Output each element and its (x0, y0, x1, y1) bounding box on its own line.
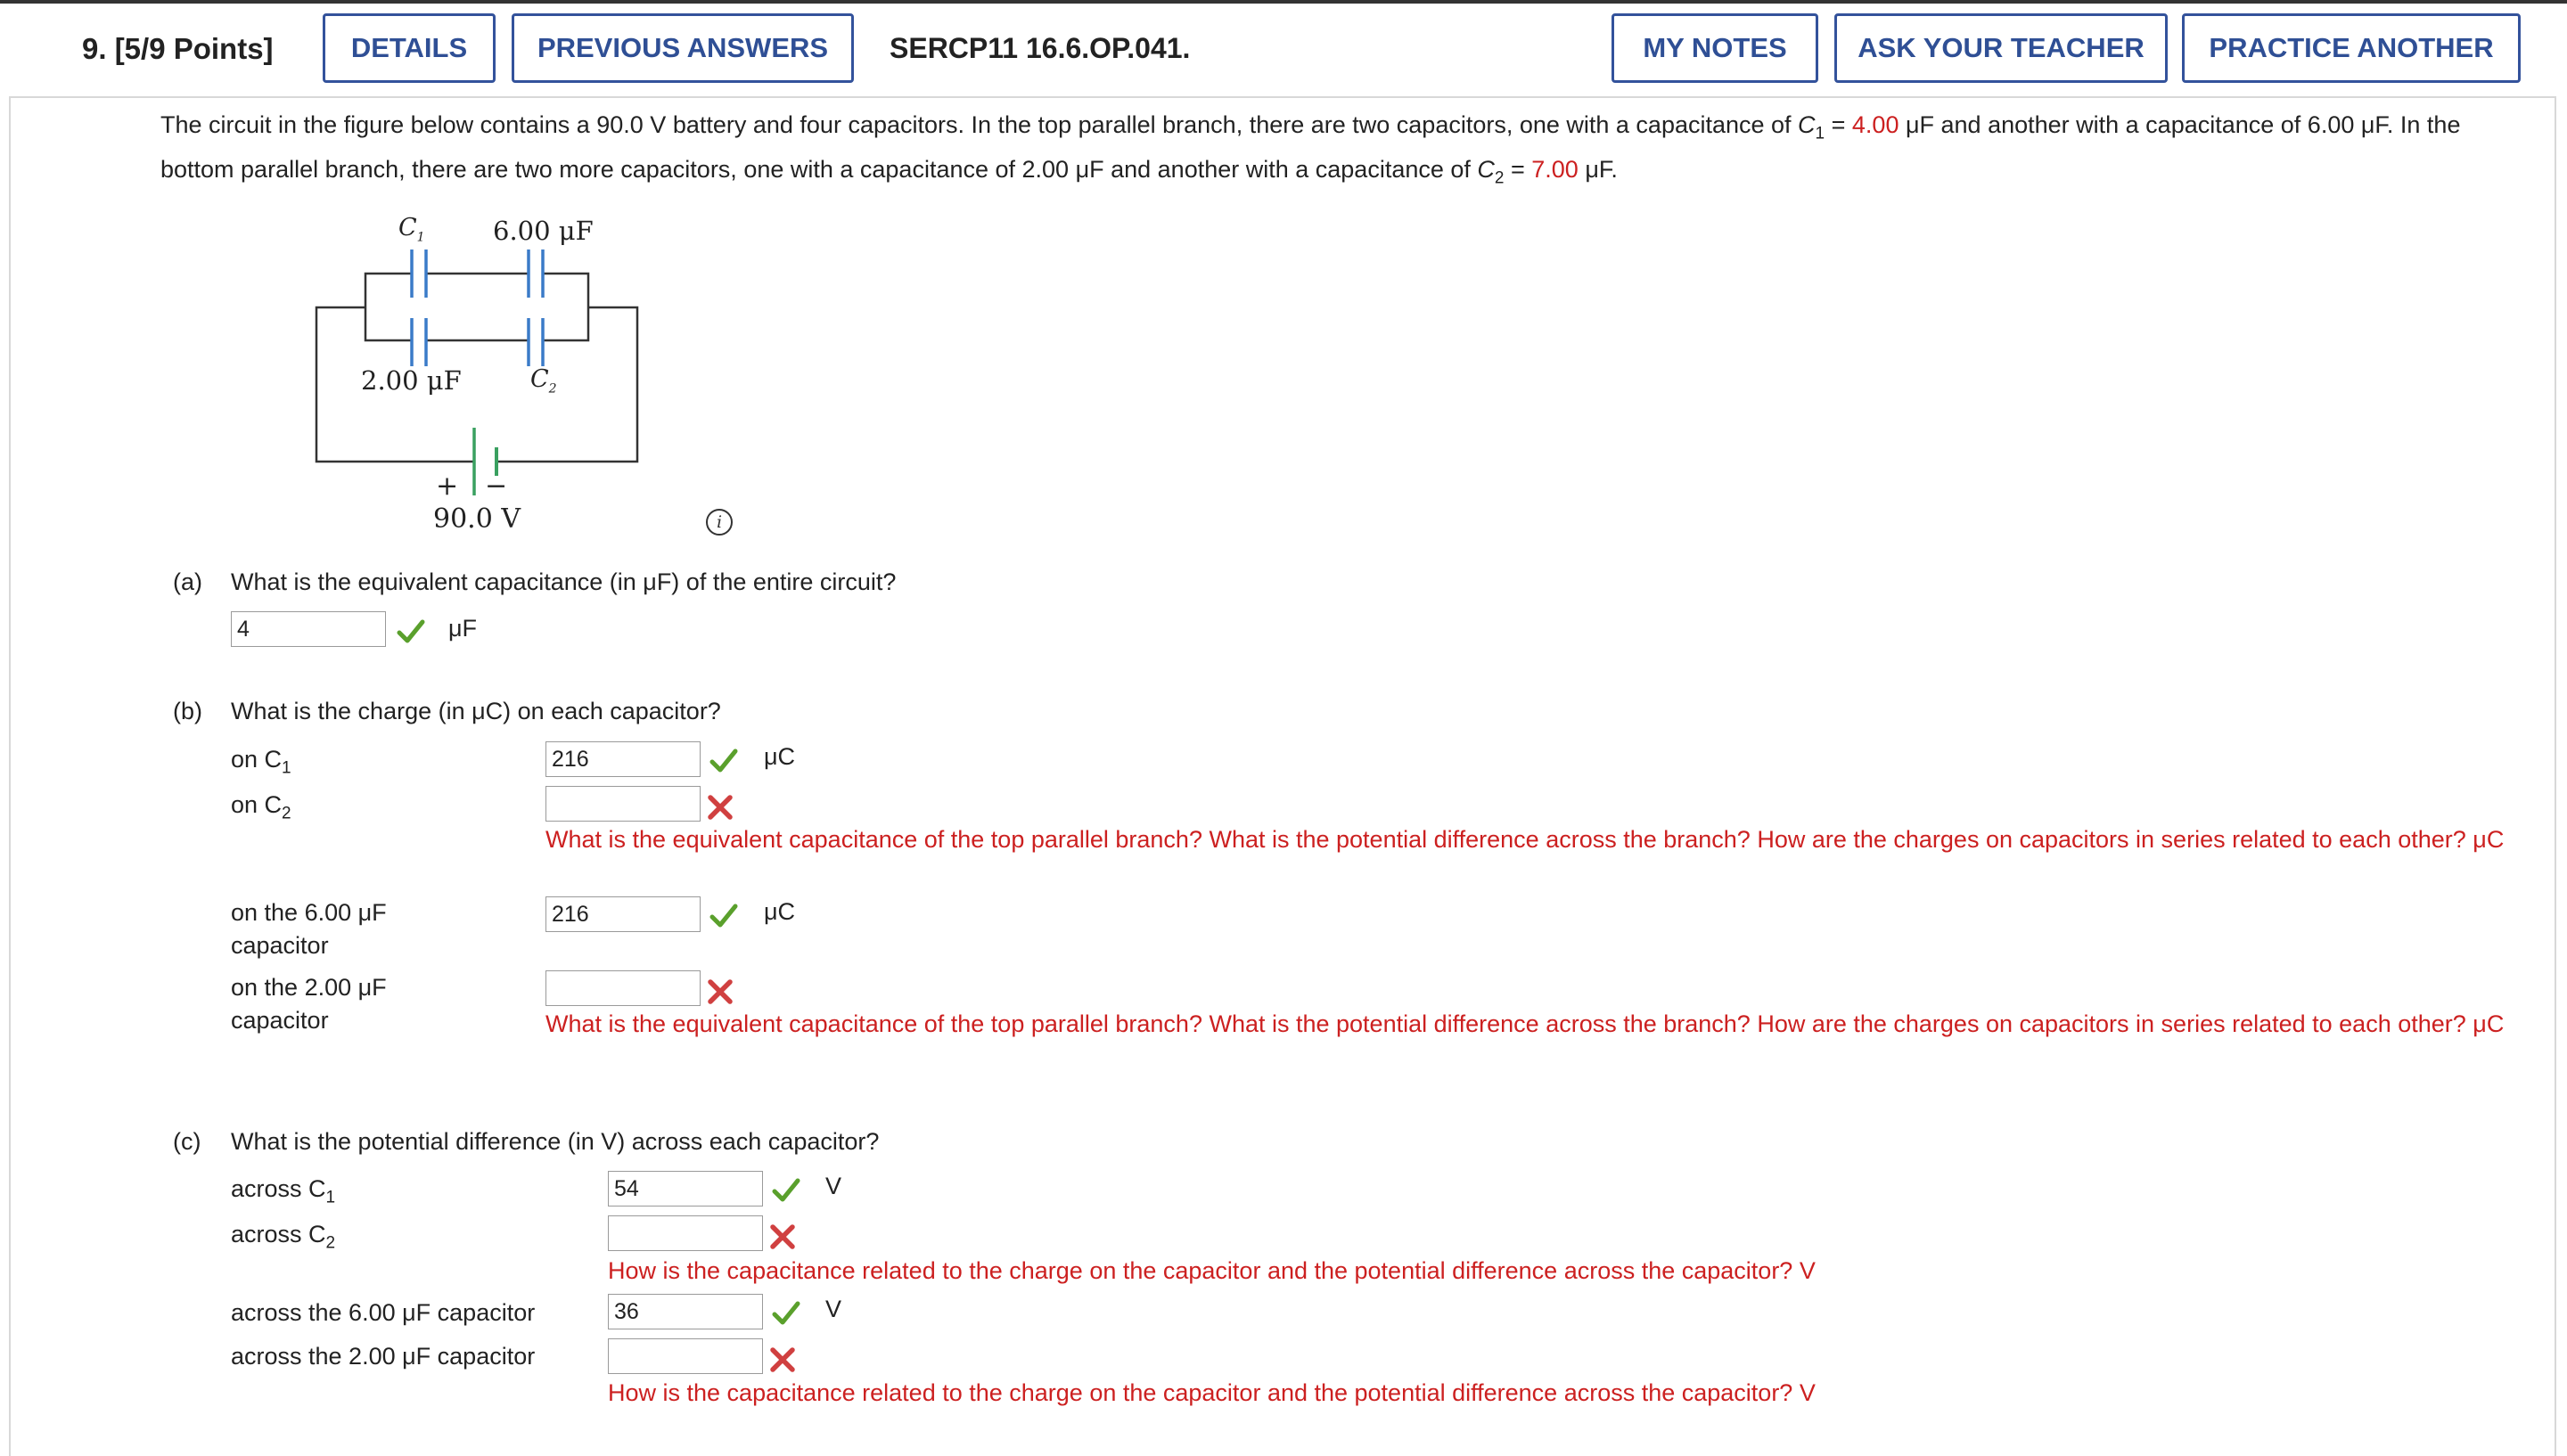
part-c-row4-hint: How is the capacitance related to the charge on the capacitor and the potential difference across the capacitor? V (608, 1379, 1816, 1406)
incorrect-x-icon (767, 1345, 798, 1375)
part-b-row2-label: on $C_2$ (231, 791, 291, 823)
part-c-row2-label: across $C_2$ (231, 1221, 336, 1253)
part-b-question: What is the charge (in μC) on each capacitor? (231, 698, 721, 724)
my-notes-button[interactable]: MY NOTES (1612, 13, 1818, 83)
part-b-2uf-charge-input[interactable] (545, 970, 701, 1006)
part-c-row1-label: across $C_1$ (231, 1175, 336, 1207)
part-b-row2-hint: What is the equivalent capacitance of the top parallel branch? What is the potential difference across the branch? How are the charges on capacitors in series related to each other? μC (545, 826, 2505, 853)
incorrect-x-icon (705, 792, 735, 822)
part-b-row3-unit: μC (764, 898, 796, 925)
part-c-c1-voltage-input[interactable] (608, 1171, 763, 1207)
part-c-question: What is the potential difference (in V) across each capacitor? (231, 1128, 880, 1155)
part-a-letter: (a) (173, 568, 202, 595)
part-c-c2-voltage-input[interactable] (608, 1215, 763, 1251)
figure-c1-label: $C_1$ (398, 214, 425, 245)
c2-value: 7.00 (1531, 156, 1579, 184)
part-c-row3-unit: V (825, 1296, 842, 1322)
correct-check-icon (709, 746, 739, 776)
details-button[interactable]: DETAILS (323, 13, 496, 83)
incorrect-x-icon (767, 1222, 798, 1252)
correct-check-icon (396, 617, 426, 647)
problem-code: SERCP11 16.6.OP.041. (890, 32, 1191, 64)
outer-wire-right (496, 307, 637, 462)
question-header (0, 4, 2567, 93)
part-b-row4-hint: What is the equivalent capacitance of the top parallel branch? What is the potential difference across the branch? How are the charges on capacitors in series related to each other? μC (545, 1010, 2505, 1037)
figure-c2-label: $C_2$ (530, 365, 557, 397)
part-c-6uf-voltage-input[interactable] (608, 1294, 763, 1329)
figure-plus-sign: + (436, 470, 459, 502)
figure-minus-sign: − (485, 470, 508, 502)
part-c-row2-hint: How is the capacitance related to the charge on the capacitor and the potential difference across the capacitor? V (608, 1257, 1816, 1284)
part-b-row1-label: on $C_1$ (231, 746, 291, 778)
figure-6uf-label: 6.00 μF (493, 216, 594, 246)
correct-check-icon (771, 1175, 801, 1206)
figure-2uf-label: 2.00 μF (361, 365, 462, 396)
figure-battery-label: 90.0 V (433, 503, 521, 535)
part-c-row1-unit: V (825, 1173, 842, 1199)
problem-statement: The circuit in the figure below contains a 90.0 V battery and four capacitors. In the top parallel branch, there are two capacitors, one with a capacitance of $C_1 = 4.00$ μF and another with a capacitance of 6.00 μF. In the bottom parallel branch, there are two more capacitors, one with a capacitance of 2.00 μF and another with a capacitance of $C_2 = 7.00$ μF. (160, 111, 2461, 188)
part-c-row4-label: across the 2.00 μF capacitor (231, 1343, 536, 1370)
ask-your-teacher-button[interactable]: ASK YOUR TEACHER (1834, 13, 2168, 83)
part-b-row4-label: on the 2.00 μF capacitor (231, 974, 387, 1034)
incorrect-x-icon (705, 977, 735, 1007)
correct-check-icon (709, 901, 739, 931)
question-number: 9. [5/9 Points] (82, 32, 274, 65)
part-a-answer-input[interactable] (231, 611, 386, 647)
part-b-row1-unit: μC (764, 743, 796, 770)
part-c-row3-label: across the 6.00 μF capacitor (231, 1299, 536, 1326)
part-b-c1-charge-input[interactable] (545, 741, 701, 777)
part-b-letter: (b) (173, 698, 202, 724)
correct-check-icon (771, 1298, 801, 1329)
part-b-6uf-charge-input[interactable] (545, 896, 701, 932)
previous-answers-button[interactable]: PREVIOUS ANSWERS (512, 13, 854, 83)
practice-another-button[interactable]: PRACTICE ANOTHER (2182, 13, 2521, 83)
c1-value: 4.00 (1851, 111, 1899, 138)
part-a-question: What is the equivalent capacitance (in μF) of the entire circuit? (231, 568, 897, 595)
part-b-row3-label: on the 6.00 μF capacitor (231, 899, 387, 959)
circuit-diagram (303, 205, 660, 526)
part-a-unit: μF (448, 615, 478, 642)
info-icon[interactable]: i (706, 509, 733, 536)
part-b-c2-charge-input[interactable] (545, 786, 701, 822)
part-c-letter: (c) (173, 1128, 201, 1155)
part-c-2uf-voltage-input[interactable] (608, 1338, 763, 1374)
